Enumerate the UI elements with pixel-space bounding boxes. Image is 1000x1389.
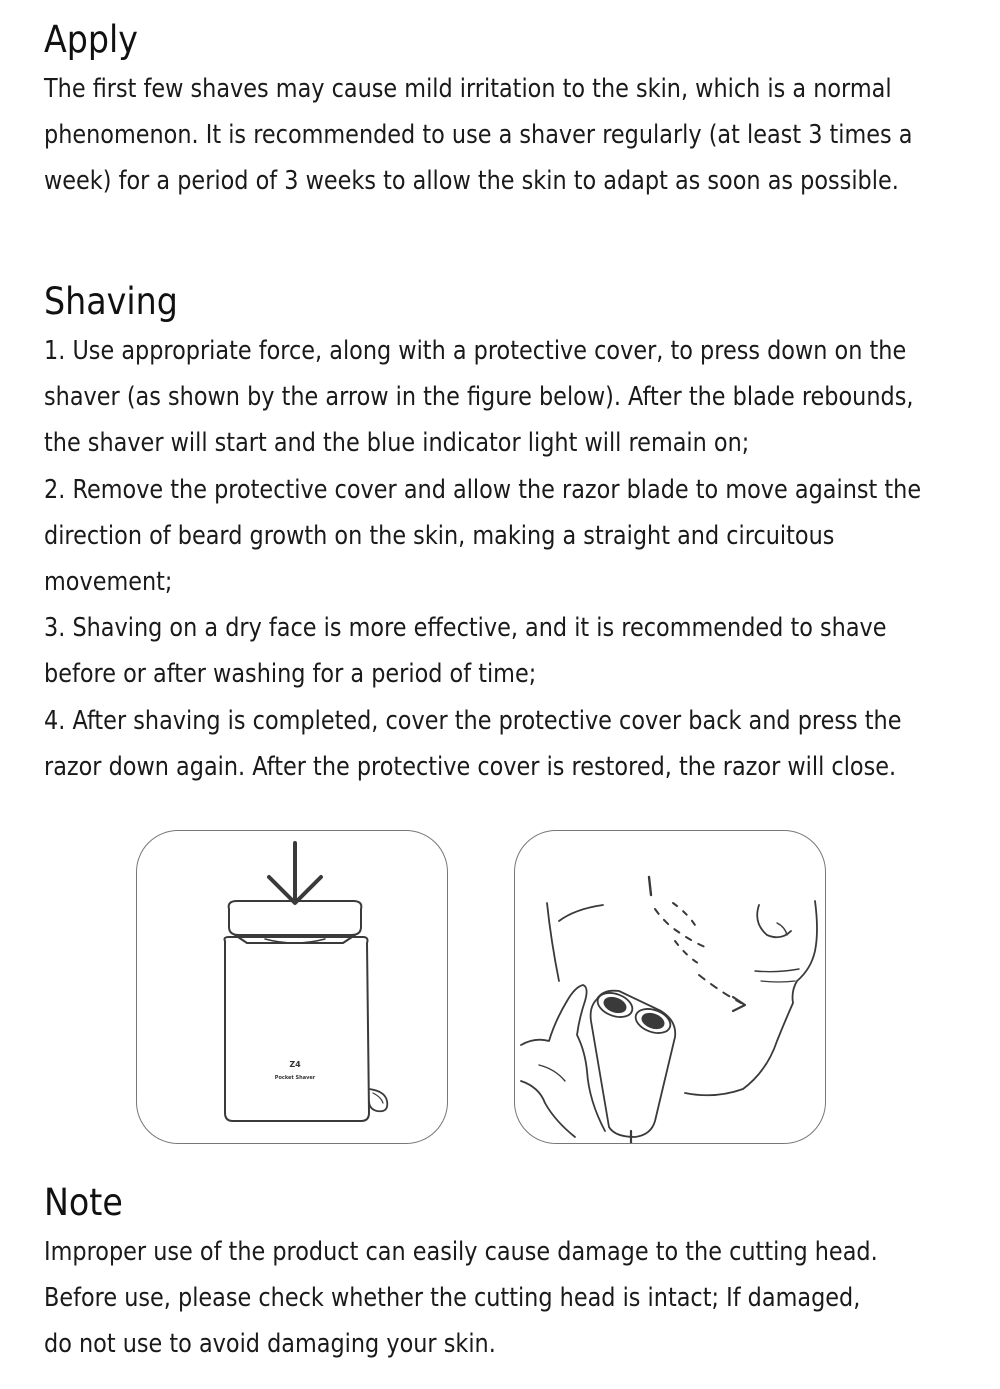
note-paragraph — [44, 1229, 964, 1368]
product-label: Pocket Shaver — [274, 1075, 316, 1081]
note-line: Before use, please check whether the cutting head is intact; If damaged, — [44, 1283, 861, 1314]
apply-heading: Apply — [44, 18, 139, 61]
motion-arrow-icon — [649, 877, 651, 895]
shaving-line: 2. Remove the protective cover and allow the razor blade to move against the — [44, 474, 922, 505]
shaver-body-icon — [225, 937, 370, 1121]
apply-paragraph — [44, 66, 964, 205]
model-label: Z4 — [289, 1060, 301, 1069]
shaving-motion-drawing — [515, 831, 826, 1144]
apply-line: phenomenon. It is recommended to use a shaver regularly (at least 3 times a — [44, 120, 913, 151]
press-shaver-illustration — [136, 830, 448, 1144]
shaving-paragraph — [44, 328, 964, 790]
shaving-section — [44, 280, 964, 790]
shaving-line: 1. Use appropriate force, along with a protective cover, to press down on the — [44, 336, 907, 366]
shaving-motion-illustration — [514, 830, 826, 1144]
shaving-line: before or after washing for a period of time; — [44, 659, 537, 690]
protective-cover-icon — [229, 901, 362, 935]
shaving-line: shaver (as shown by the arrow in the figure below). After the blade rebounds, — [44, 382, 914, 413]
shaving-line: 4. After shaving is completed, cover the protective cover back and press the — [44, 705, 902, 736]
apply-line: The first few shaves may cause mild irritation to the skin, which is a normal — [44, 74, 892, 104]
note-line: Improper use of the product can easily cause damage to the cutting head. — [44, 1237, 878, 1267]
shaving-heading: Shaving — [44, 280, 178, 323]
face-profile-icon — [685, 901, 817, 1095]
shaving-line: direction of beard growth on the skin, making a straight and circuitous — [44, 520, 835, 551]
note-section — [44, 1181, 964, 1368]
shaving-line: razor down again. After the protective cover is restored, the razor will close. — [44, 751, 897, 782]
apply-line: week) for a period of 3 weeks to allow the skin to adapt as soon as possible. — [44, 166, 899, 197]
shaving-line: the shaver will start and the blue indicator light will remain on; — [44, 428, 750, 459]
shaving-line: movement; — [44, 567, 173, 598]
note-heading: Note — [44, 1181, 123, 1224]
press-shaver-drawing — [137, 831, 448, 1144]
note-line: do not use to avoid damaging your skin. — [44, 1329, 496, 1360]
apply-section — [44, 18, 964, 205]
shaving-line: 3. Shaving on a dry face is more effective, and it is recommended to shave — [44, 613, 887, 644]
